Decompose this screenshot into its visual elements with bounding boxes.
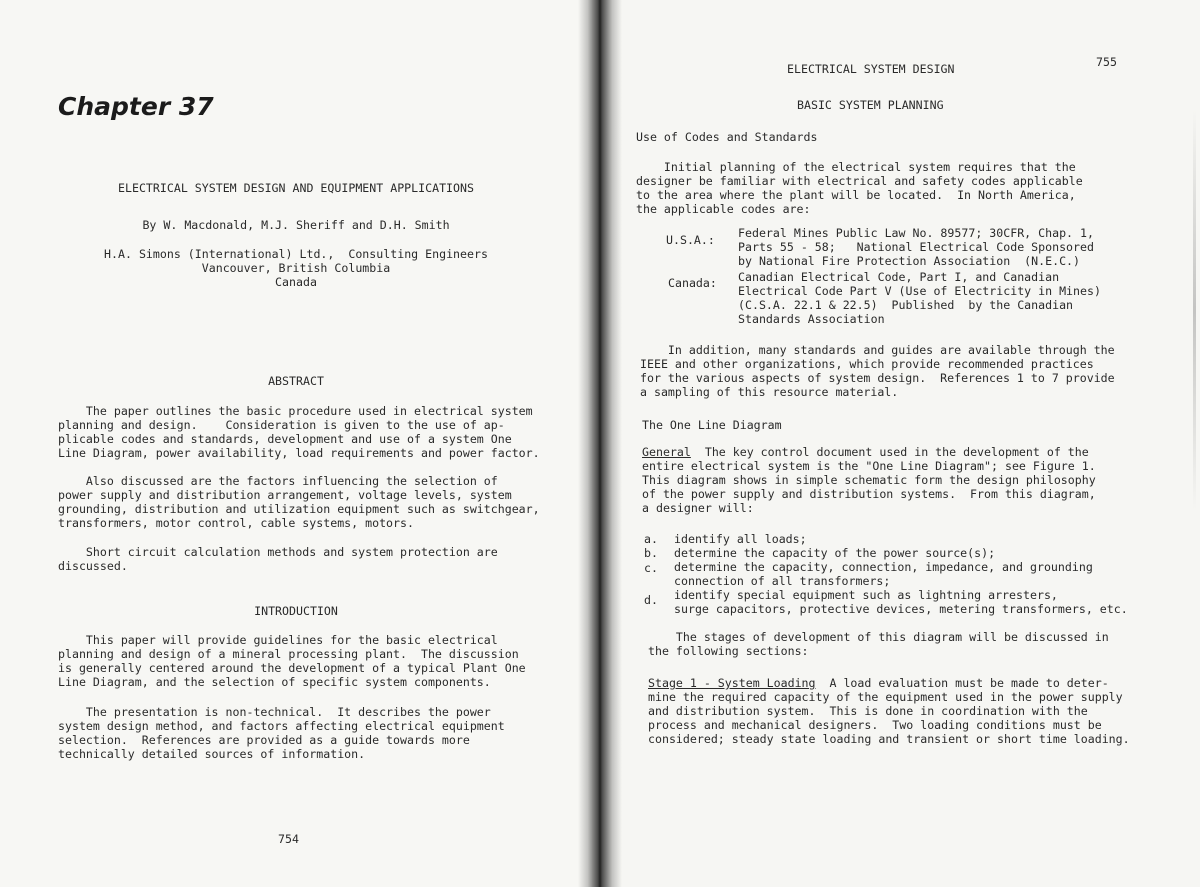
paragraph bbox=[648, 690, 1130, 746]
text-line: the following sections: bbox=[648, 644, 809, 658]
text-line: This diagram shows in simple schematic form the design philosophy bbox=[642, 473, 1096, 487]
text-line: considered; steady state loading and transient or short time loading. bbox=[648, 732, 1130, 746]
list-item: determine the capacity of the power source(s); bbox=[674, 546, 996, 560]
list-marker: b. bbox=[644, 546, 658, 560]
affiliation-line: H.A. Simons (International) Ltd., Consulting Engineers bbox=[104, 247, 488, 261]
list-marker: d. bbox=[644, 593, 658, 607]
text-line: planning and design. Consideration is given to the use of ap- bbox=[58, 418, 505, 432]
text-line: Line Diagram, and the selection of specific system components. bbox=[58, 675, 491, 689]
abstract-paragraph bbox=[58, 545, 498, 573]
text-line: power supply and distribution arrangement, voltage levels, system bbox=[58, 488, 512, 502]
introduction-paragraph bbox=[58, 633, 526, 689]
text-line: Short circuit calculation methods and system protection are bbox=[58, 545, 498, 559]
authors: By W. Macdonald, M.J. Sheriff and D.H. Smith bbox=[142, 218, 450, 232]
paragraph bbox=[642, 459, 1096, 515]
text-line: of the power supply and distribution systems. From this diagram, bbox=[642, 487, 1096, 501]
text-line: for the various aspects of system design. References 1 to 7 provide bbox=[640, 371, 1115, 385]
list-marker: c. bbox=[644, 561, 658, 575]
text-line: process and mechanical designers. Two loading conditions must be bbox=[648, 718, 1102, 732]
page-number: 754 bbox=[278, 832, 299, 846]
code-country: U.S.A.: bbox=[666, 233, 715, 247]
text-line: entire electrical system is the "One Line Diagram"; see Figure 1. bbox=[642, 459, 1096, 473]
paragraph bbox=[636, 160, 1083, 216]
list-item: identify all loads; bbox=[674, 532, 807, 546]
text-line: by National Fire Protection Association (N.E.C.) bbox=[738, 254, 1081, 268]
running-head: ELECTRICAL SYSTEM DESIGN bbox=[787, 62, 955, 76]
text-line: Also discussed are the factors influencing the selection of bbox=[58, 474, 498, 488]
section-heading: BASIC SYSTEM PLANNING bbox=[797, 98, 944, 112]
text-line: The paper outlines the basic procedure used in electrical system bbox=[58, 404, 533, 418]
text-line: Line Diagram, power availability, load requirements and power factor. bbox=[58, 446, 540, 460]
list-marker: a. bbox=[644, 532, 658, 546]
right-page bbox=[600, 0, 1200, 887]
list-item: identify special equipment such as lightning arresters, bbox=[674, 588, 1058, 602]
list-item: determine the capacity, connection, impedance, and grounding bbox=[674, 560, 1093, 574]
left-page bbox=[0, 0, 592, 887]
text-run: The key control document used in the development of the bbox=[690, 445, 1089, 459]
subsection-heading: The One Line Diagram bbox=[642, 418, 782, 432]
text-line: The presentation is non-technical. It describes the power bbox=[58, 705, 491, 719]
paragraph bbox=[648, 630, 1109, 658]
text-line: system design method, and factors affecting electrical equipment bbox=[58, 719, 505, 733]
text-line: plicable codes and standards, development and use of a system One bbox=[58, 432, 512, 446]
text-line: discussed. bbox=[58, 559, 128, 573]
text-line: Parts 55 - 58; National Electrical Code Sponsored bbox=[738, 240, 1094, 254]
text-line: transformers, motor control, cable systems, motors. bbox=[58, 516, 414, 530]
text-run: A load evaluation must be made to deter- bbox=[815, 676, 1109, 690]
run-in-heading: General bbox=[642, 445, 691, 459]
text-line: designer be familiar with electrical and safety codes applicable bbox=[636, 174, 1083, 188]
abstract-paragraph bbox=[58, 474, 540, 530]
subsection-heading: Use of Codes and Standards bbox=[636, 130, 818, 144]
introduction-heading: INTRODUCTION bbox=[254, 604, 338, 618]
paper-title: ELECTRICAL SYSTEM DESIGN AND EQUIPMENT APPLICATIONS bbox=[118, 181, 474, 195]
code-country: Canada: bbox=[668, 276, 717, 290]
text-line: Electrical Code Part V (Use of Electricity in Mines) bbox=[738, 284, 1101, 298]
text-line: a designer will: bbox=[642, 501, 754, 515]
book-gutter-shadow bbox=[578, 0, 622, 887]
text-line: mine the required capacity of the equipment used in the power supply bbox=[648, 690, 1123, 704]
text-line: This paper will provide guidelines for the basic electrical bbox=[58, 633, 498, 647]
chapter-title: Chapter 37 bbox=[58, 92, 214, 121]
page-edge-mark bbox=[1193, 110, 1196, 510]
abstract-paragraph bbox=[58, 404, 540, 460]
code-entry bbox=[738, 270, 1101, 326]
text-line: grounding, distribution and utilization equipment such as switchgear, bbox=[58, 502, 540, 516]
paragraph bbox=[640, 343, 1115, 399]
code-entry bbox=[738, 226, 1094, 268]
text-line: a sampling of this resource material. bbox=[640, 385, 899, 399]
introduction-paragraph bbox=[58, 705, 505, 761]
text-line: (C.S.A. 22.1 & 22.5) Published by the Canadian bbox=[738, 298, 1074, 312]
abstract-heading: ABSTRACT bbox=[268, 374, 324, 388]
text-line: technically detailed sources of information. bbox=[58, 747, 366, 761]
list-item: surge capacitors, protective devices, metering transformers, etc. bbox=[674, 602, 1128, 616]
text-line: to the area where the plant will be located. In North America, bbox=[636, 188, 1076, 202]
text-line: the applicable codes are: bbox=[636, 202, 811, 216]
affiliation-line: Vancouver, British Columbia bbox=[201, 261, 391, 275]
text-line: Canadian Electrical Code, Part I, and Canadian bbox=[738, 270, 1060, 284]
affiliation-line: Canada bbox=[275, 275, 317, 289]
text-line: is generally centered around the development of a typical Plant One bbox=[58, 661, 526, 675]
text-line: planning and design of a mineral processing plant. The discussion bbox=[58, 647, 519, 661]
text-line: Federal Mines Public Law No. 89577; 30CFR, Chap. 1, bbox=[738, 226, 1094, 240]
run-in-heading: Stage 1 - System Loading bbox=[648, 676, 816, 690]
text-line: The stages of development of this diagram will be discussed in bbox=[648, 630, 1109, 644]
text-line: IEEE and other organizations, which provide recommended practices bbox=[640, 357, 1094, 371]
text-line: and distribution system. This is done in coordination with the bbox=[648, 704, 1088, 718]
text-line: In addition, many standards and guides are available through the bbox=[640, 343, 1115, 357]
paragraph-first-line bbox=[648, 676, 1109, 690]
list-item: connection of all transformers; bbox=[674, 574, 891, 588]
text-line: Initial planning of the electrical system requires that the bbox=[636, 160, 1076, 174]
page-number: 755 bbox=[1096, 55, 1117, 69]
paragraph-first-line bbox=[642, 445, 1089, 459]
text-line: Standards Association bbox=[738, 312, 885, 326]
text-line: selection. References are provided as a guide towards more bbox=[58, 733, 470, 747]
